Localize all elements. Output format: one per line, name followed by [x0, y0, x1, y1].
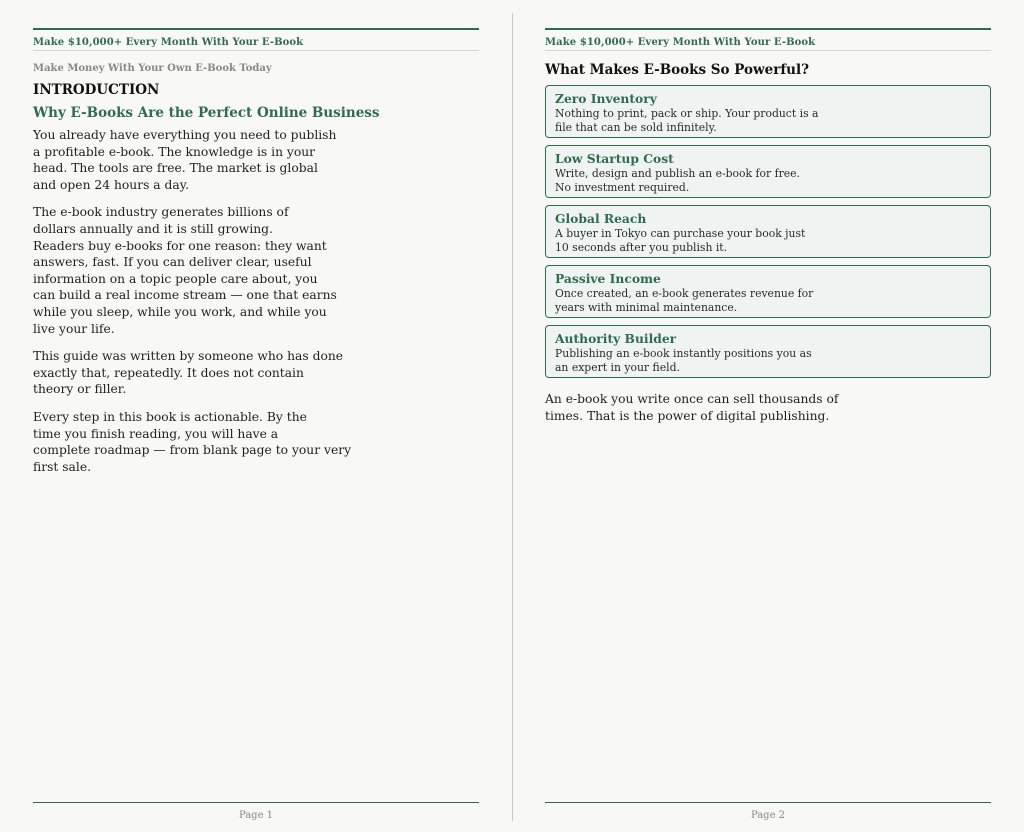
card-title: Passive Income — [555, 271, 661, 286]
page-1 — [33, 0, 479, 832]
feature-cards — [545, 85, 991, 385]
section-title: What Makes E-Books So Powerful? — [545, 62, 810, 78]
card-title: Global Reach — [555, 211, 647, 226]
page-2 — [545, 0, 991, 832]
header-divider — [545, 50, 991, 51]
closing-paragraph: An e-book you write once can sell thousands of times. That is the power of digital publishing. — [545, 392, 839, 423]
card-description: A buyer in Tokyo can purchase your book just 10 seconds after you publish it. — [555, 227, 806, 254]
footer-rule — [545, 802, 991, 803]
card-description: Write, design and publish an e-book for free. No investment required. — [555, 167, 800, 194]
page-number: Page 2 — [750, 810, 786, 821]
card-description: Publishing an e-book instantly positions you as an expert in your field. — [555, 347, 812, 374]
header-divider — [33, 50, 479, 51]
card-title: Low Startup Cost — [555, 151, 674, 166]
running-head: Make $10,000+ Every Month With Your E-Book — [545, 37, 816, 48]
running-head: Make $10,000+ Every Month With Your E-Book — [33, 37, 304, 48]
paragraph: This guide was written by someone who has done exactly that, repeatedly. It does not contain theory or filler. — [33, 349, 344, 397]
feature-card — [545, 205, 991, 258]
page-number: Page 1 — [238, 810, 274, 821]
card-title: Authority Builder — [555, 331, 677, 346]
page-subhead: Make Money With Your Own E-Book Today — [33, 63, 272, 74]
feature-card — [545, 145, 991, 198]
feature-card — [545, 325, 991, 378]
header-rule — [33, 28, 479, 30]
card-description: Once created, an e-book generates revenue for years with minimal maintenance. — [555, 287, 814, 314]
chapter-heading: INTRODUCTION — [33, 82, 160, 98]
card-title: Zero Inventory — [555, 91, 657, 106]
section-title: Why E-Books Are the Perfect Online Business — [33, 105, 380, 121]
body-text — [33, 127, 363, 486]
paragraph: The e-book industry generates billions of dollars annually and it is still growing. Readers buy e-books for one reason: they want answers, fast. If you can deliver clear, useful information on a topic people care about, you can build a real income stream — one that earns while you sleep, while you work, and while you live your life. — [33, 205, 337, 336]
paragraph: Every step in this book is actionable. By the time you finish reading, you will have a complete roadmap — from blank page to your very first sale. — [33, 409, 352, 474]
header-rule — [545, 28, 991, 30]
footer-rule — [33, 802, 479, 803]
feature-card — [545, 85, 991, 138]
feature-card — [545, 265, 991, 318]
page-gutter — [512, 13, 513, 821]
card-description: Nothing to print, pack or ship. Your product is a file that can be sold infinitely. — [555, 107, 819, 134]
paragraph: You already have everything you need to publish a profitable e-book. The knowledge is in your head. The tools are free. The market is global and open 24 hours a day. — [33, 128, 337, 192]
